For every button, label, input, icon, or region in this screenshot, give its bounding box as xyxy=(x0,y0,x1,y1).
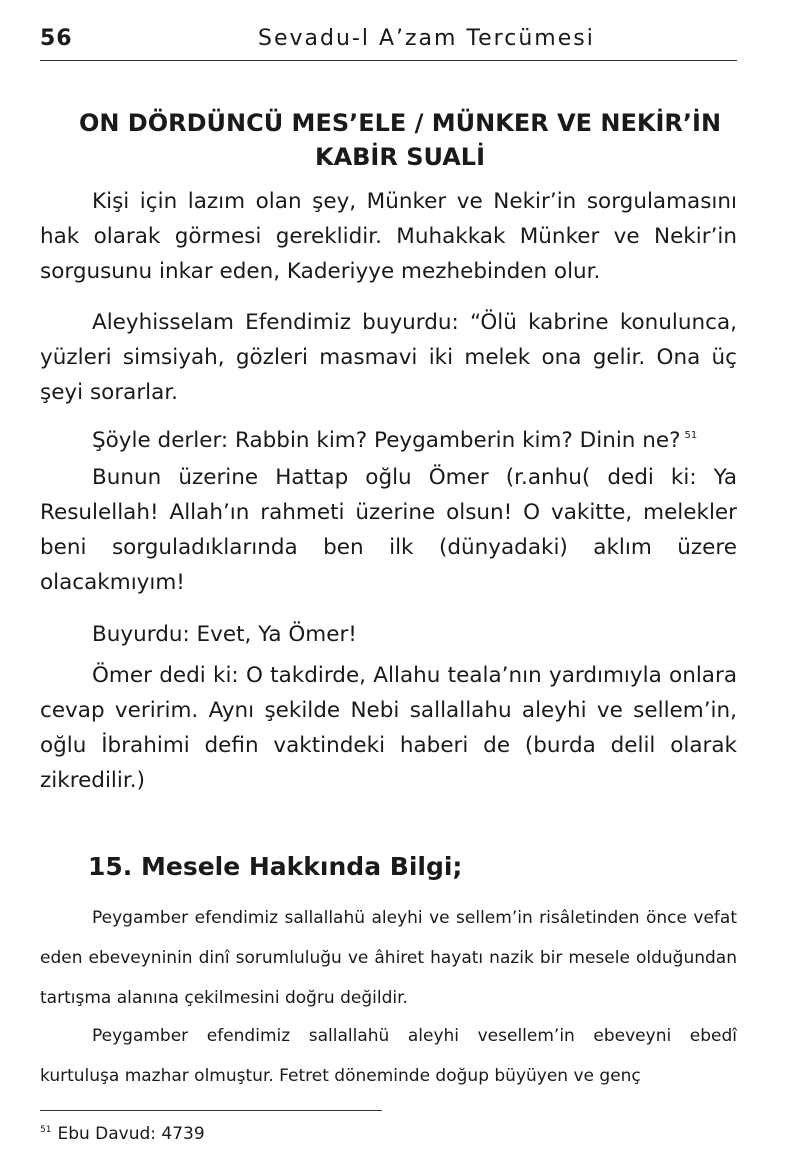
running-title: Sevadu-l A’zam Tercümesi xyxy=(258,26,595,51)
paragraph-2: Aleyhisselam Efendimiz buyurdu: “Ölü kabrine konulunca, yüzleri simsiyah, gözleri masmavi iki melek ona gelir. Ona üç şeyi sorarlar. xyxy=(40,310,737,405)
subheading: 15. Mesele Hakkında Bilgi; xyxy=(88,852,463,881)
footnote-divider xyxy=(40,1110,382,1111)
page-header xyxy=(40,24,737,61)
paragraph-5: Buyurdu: Evet, Ya Ömer! xyxy=(92,622,357,647)
small-paragraph-1: Peygamber efendimiz sallallahü aleyhi ve sellem’in risâletinden önce vefat eden ebeveyninin dinî sorumluluğu ve âhiret hayatı nazik bir mesele olduğundan tartışma alanına çekilmesini doğru değildir. xyxy=(40,908,737,1008)
paragraph-1: Kişi için lazım olan şey, Münker ve Nekir’in sorgulamasını hak olarak görmesi gereklidir. Muhakkak Münker ve Nekir’in sorgusunu inkar eden, Kaderiyye mezhebinden olur. xyxy=(40,189,737,284)
footnote-number: 51 xyxy=(40,1125,52,1135)
footnote xyxy=(40,1124,205,1144)
paragraph-4: Bunun üzerine Hattap oğlu Ömer (r.anhu( dedi ki: Ya Resulellah! Allah’ın rahmeti üzerine olsun! O vakitte, melekler beni sorguladıklarında ben ilk (dünyadaki) aklım üzere olacakmıyım! xyxy=(40,465,737,595)
footnote-text: Ebu Davud: 4739 xyxy=(57,1124,205,1144)
paragraph-6: Ömer dedi ki: O takdirde, Allahu teala’nın yardımıyla onlara cevap veririm. Aynı şekilde Nebi sallallahu aleyhi ve sellem’in, oğlu İbrahimi defin vaktindeki haberi de (burda delil olarak zikredilir.) xyxy=(40,663,737,793)
section-title-line-2: KABİR SUALİ xyxy=(314,143,486,171)
paragraph-3 xyxy=(40,418,737,458)
section-title xyxy=(40,106,760,174)
small-paragraph-2: Peygamber efendimiz sallallahü aleyhi vesellem’in ebeveyni ebedî kurtuluşa mazhar olmuştur. Fetret döneminde doğup büyüyen ve genç xyxy=(40,1026,737,1086)
section-title-line-1: ON DÖRDÜNCÜ MES’ELE / MÜNKER VE NEKİR’İN xyxy=(78,109,722,137)
paragraph-3-text: Şöyle derler: Rabbin kim? Peygamberin kim? Dinin ne? xyxy=(92,428,681,453)
page-number: 56 xyxy=(40,26,73,51)
footnote-reference: 51 xyxy=(684,430,698,441)
